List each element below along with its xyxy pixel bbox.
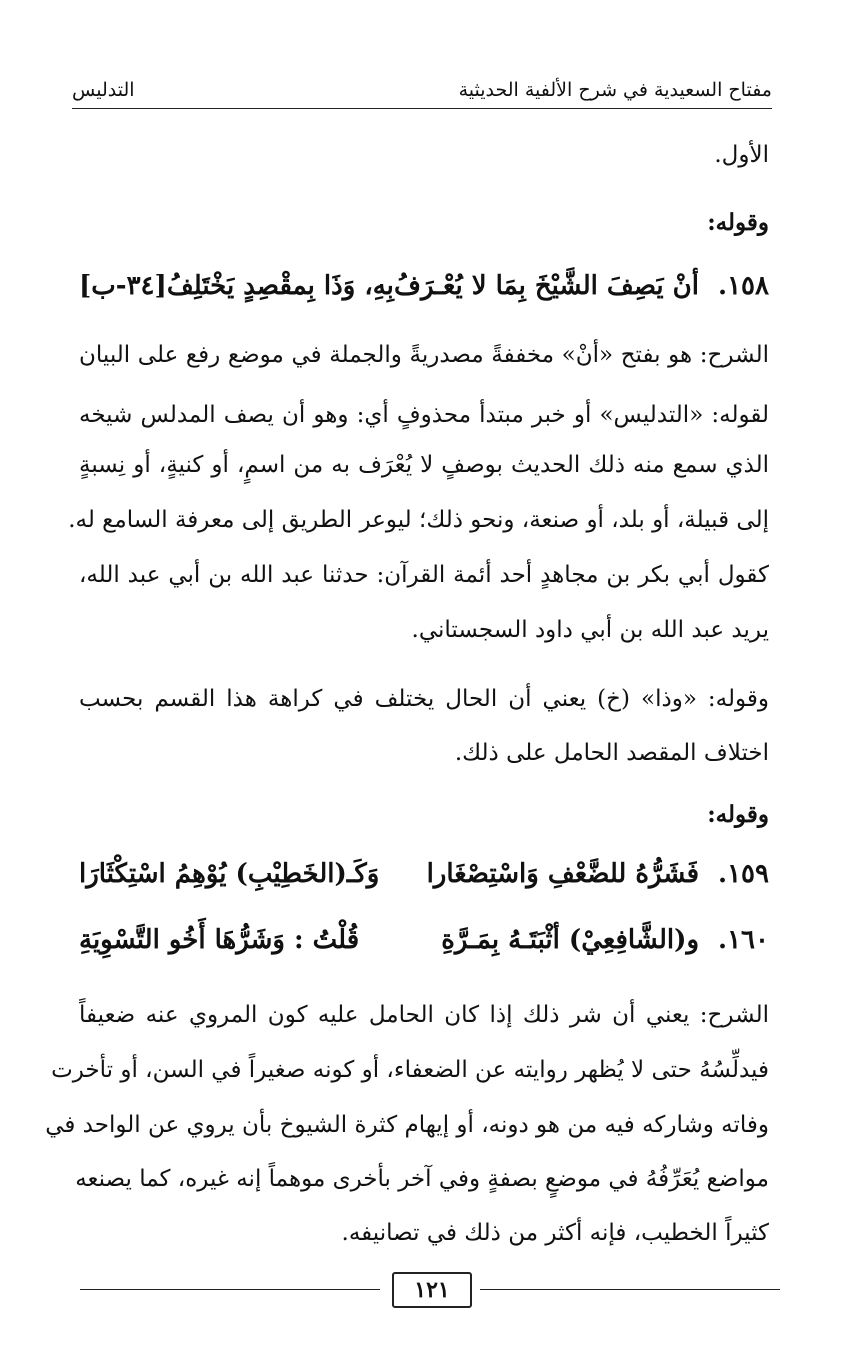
verse-second-hemistich: وَكَـ(الخَطِيْبِ) يُوْهِمُ اسْتِكْثَارَا bbox=[79, 859, 380, 889]
verse-first-hemistich: أنْ يَصِفَ الشَّيْخَ بِمَا لا يُعْـرَفُ bbox=[394, 271, 699, 301]
verse-first-hemistich: و(الشَّافِعِيْ) أثْبَتَـهُ بِمَـرَّةِ bbox=[441, 925, 699, 955]
commentary-line: إلى قبيلة، أو بلد، أو صنعة، ونحو ذلك؛ ليوعر الطريق إلى معرفة السامع له. bbox=[68, 507, 769, 533]
book-title: مفتاح السعيدية في شرح الألفية الحديثية bbox=[458, 79, 772, 101]
commentary-line: مواضع يُعَرِّفُهُ في موضعٍ بصفةٍ وفي آخر بأخرى موهماً إنه غيره، كما يصنعه bbox=[75, 1166, 769, 1192]
chapter-title: التدليس bbox=[72, 79, 135, 101]
commentary-line: وقوله: «وذا» (خ) يعني أن الحال يختلف في كراهة هذا القسم بحسب bbox=[79, 686, 769, 712]
verse-number: ١٦٠. bbox=[718, 925, 769, 955]
verse-first-hemistich: فَشَرُّهُ للضَّعْفِ وَاسْتِصْغَارا bbox=[426, 859, 699, 889]
verse-intro: وقوله: bbox=[707, 801, 769, 828]
commentary-line: يريد عبد الله بن أبي داود السجستاني. bbox=[411, 617, 769, 643]
verse-160 bbox=[79, 920, 769, 960]
commentary-line: لقوله: «التدليس» أو خبر مبتدأ محذوفٍ أي: وهو أن يصف المدلس شيخه bbox=[79, 402, 769, 428]
footer-rule bbox=[480, 1289, 780, 1290]
verse-158 bbox=[79, 266, 769, 306]
commentary-line: كقول أبي بكر بن مجاهدٍ أحد أئمة القرآن: حدثنا عبد الله بن أبي عبد الله، bbox=[79, 562, 769, 588]
footer-rule bbox=[80, 1289, 380, 1290]
running-header bbox=[72, 78, 772, 109]
verse-159 bbox=[79, 854, 769, 894]
verse-number: ١٥٨. bbox=[718, 271, 769, 301]
page-footer bbox=[80, 1268, 780, 1308]
paragraph-continuation: الأول. bbox=[714, 142, 769, 168]
commentary-line: الشرح: يعني أن شر ذلك إذا كان الحامل عليه كون المروي عنه ضعيفاً bbox=[79, 1002, 769, 1028]
verse-number: ١٥٩. bbox=[718, 859, 769, 889]
commentary-line: كثيراً الخطيب، فإنه أكثر من ذلك في تصانيفه. bbox=[341, 1220, 769, 1246]
commentary-line: وفاته وشاركه فيه من هو دونه، أو إيهام كثرة الشيوخ بأن يروي عن الواحد في bbox=[45, 1112, 769, 1138]
commentary-line: اختلاف المقصد الحامل على ذلك. bbox=[454, 740, 769, 766]
commentary-line: الشرح: هو بفتح «أنْ» مخففةً مصدريةً والجملة في موضع رفع على البيان bbox=[79, 342, 769, 368]
verse-second-hemistich: بِهِ، وَذَا بِمقْصِدٍ يَخْتَلِفُ[٣٤-ب] bbox=[79, 271, 394, 301]
verse-intro: وقوله: bbox=[707, 209, 769, 236]
page-number: ١٢١ bbox=[392, 1272, 472, 1308]
commentary-line: فيدلِّسُهُ حتى لا يُظهر روايته عن الضعفاء، أو كونه صغيراً في السن، أو تأخرت bbox=[51, 1057, 769, 1083]
verse-second-hemistich: قُلْتُ : وَشَرُّهَا أَخُو التَّسْوِيَةِ bbox=[79, 925, 360, 955]
commentary-line: الذي سمع منه ذلك الحديث بوصفٍ لا يُعْرَف به من اسمٍ، أو كنيةٍ، أو نِسبةٍ bbox=[79, 452, 769, 478]
